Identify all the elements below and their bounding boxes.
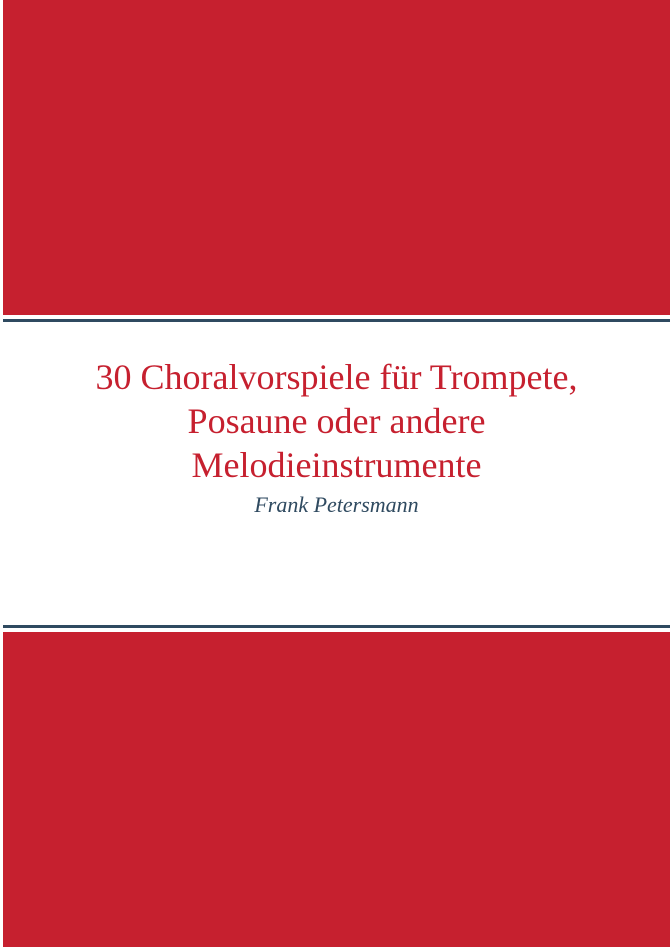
bottom-red-band — [3, 632, 670, 947]
top-divider-line — [3, 319, 670, 322]
book-title: 30 Choralvorspiele für Trompete, Posaune oder andere Melodieinstrumente — [95, 357, 578, 485]
top-red-band — [3, 0, 670, 315]
bottom-divider-line — [3, 625, 670, 628]
book-author: Frank Petersmann — [254, 492, 419, 517]
